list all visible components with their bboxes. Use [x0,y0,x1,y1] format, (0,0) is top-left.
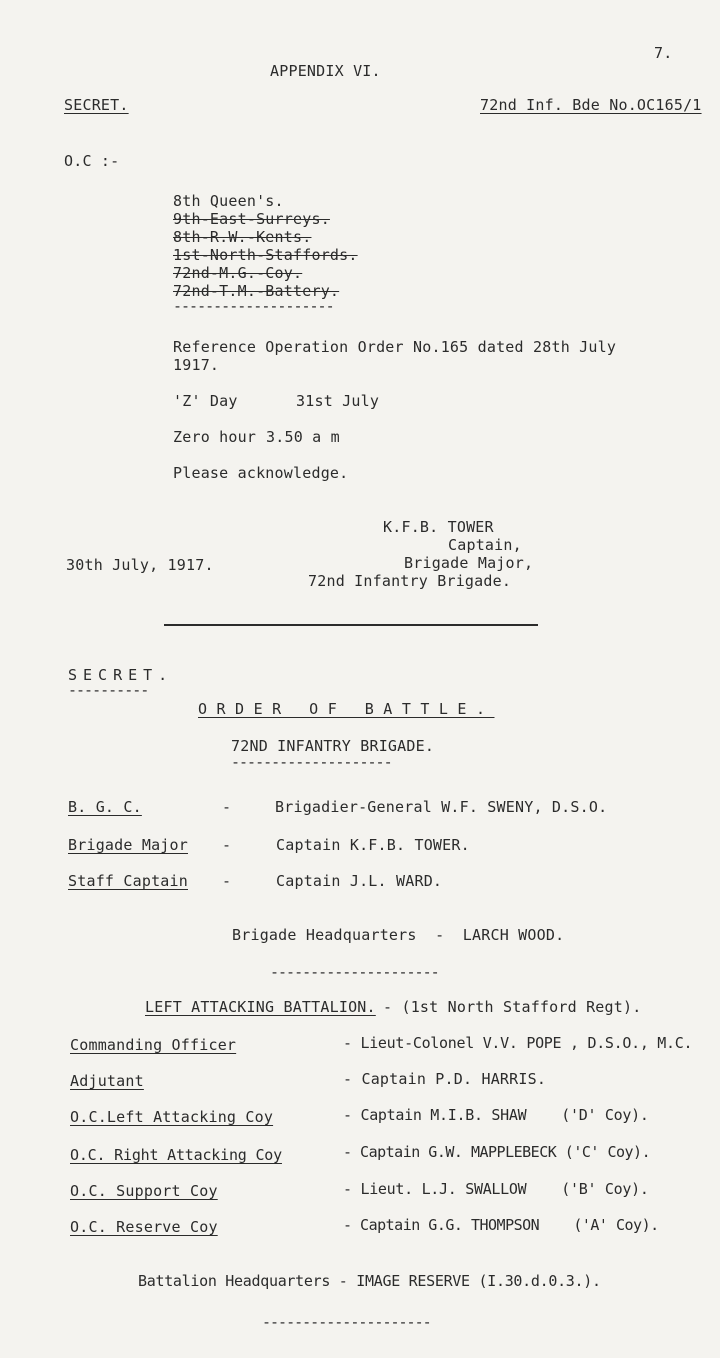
recipient: 1st-North-Staffords. [173,246,358,264]
recipient: 72nd-M.G.-Coy. [173,264,303,282]
brigade-subtitle: 72ND INFANTRY BRIGADE. [231,737,435,755]
signature-rank: Captain, [448,536,522,554]
section-classification-rule: ---------- [68,681,149,699]
staff-separator: - [222,798,232,816]
battalion-suffix: - (1st North Stafford Regt). [383,998,642,1016]
officer-role: O.C. Reserve Coy [70,1218,218,1236]
recipients-rule: -------------------- [173,297,334,315]
appendix-heading: APPENDIX VI. [270,62,381,80]
staff-name: Captain J.L. WARD. [276,872,443,890]
signature-role: Brigade Major, [404,554,534,572]
officer-role: O.C.Left Attacking Coy [70,1108,274,1126]
signature-name: K.F.B. TOWER [383,518,494,536]
reference-line-2: 1917. [173,356,220,374]
recipient: 8th-R.W.-Kents. [173,228,312,246]
brigade-headquarters-rule: --------------------- [270,963,439,981]
officer-name: - Lieut-Colonel V.V. POPE , D.S.O., M.C. [343,1034,693,1052]
z-day-label: 'Z' Day [173,392,238,410]
officer-name: - Captain G.G. THOMPSON ('A' Coy). [343,1216,659,1234]
officer-name: - Lieut. L.J. SWALLOW ('B' Coy). [343,1180,649,1198]
section-divider [164,624,538,626]
staff-role: Brigade Major [68,836,188,854]
z-day-value: 31st July [296,392,380,410]
brigade-headquarters: Brigade Headquarters - LARCH WOOD. [232,926,565,944]
staff-role: Staff Captain [68,872,188,890]
officer-role: O.C. Support Coy [70,1182,218,1200]
reference-number: 72nd Inf. Bde No.OC165/1 [480,96,702,114]
staff-role: B. G. C. [68,798,142,816]
reference-line-1: Reference Operation Order No.165 dated 28th July [173,338,617,356]
zero-hour-value: 3.50 a m [266,428,340,446]
staff-name: Captain K.F.B. TOWER. [276,836,470,854]
document-date: 30th July, 1917. [66,556,214,574]
recipient: 72nd-T.M.-Battery. [173,282,340,300]
acknowledge-line: Please acknowledge. [173,464,349,482]
signature-unit: 72nd Infantry Brigade. [308,572,512,590]
staff-name: Brigadier-General W.F. SWENY, D.S.O. [275,798,608,816]
officer-name: - Captain P.D. HARRIS. [343,1070,547,1088]
battalion-headquarters: Battalion Headquarters - IMAGE RESERVE (I.30.d.0.3.). [138,1272,601,1290]
officer-role: Commanding Officer [70,1036,237,1054]
staff-separator: - [222,836,232,854]
page-number: 7. [654,44,673,62]
officer-name: - Captain M.I.B. SHAW ('D' Coy). [343,1106,649,1124]
officer-role: Adjutant [70,1072,144,1090]
zero-hour-label: Zero hour [173,428,257,446]
order-of-battle-title: ORDER OF BATTLE. [198,700,495,718]
battalion-title: LEFT ATTACKING BATTALION. [145,998,376,1016]
recipient: 8th Queen's. [173,192,284,210]
recipient: 9th-East-Surreys. [173,210,330,228]
classification: SECRET. [64,96,129,114]
battalion-headquarters-rule: --------------------- [262,1313,431,1331]
staff-separator: - [222,872,232,890]
section-classification: SECRET. [68,666,174,684]
officer-role: O.C. Right Attacking Coy [70,1146,282,1164]
brigade-subtitle-rule: -------------------- [231,753,392,771]
addressee: O.C :- [64,152,120,170]
officer-name: - Captain G.W. MAPPLEBECK ('C' Coy). [343,1143,651,1161]
